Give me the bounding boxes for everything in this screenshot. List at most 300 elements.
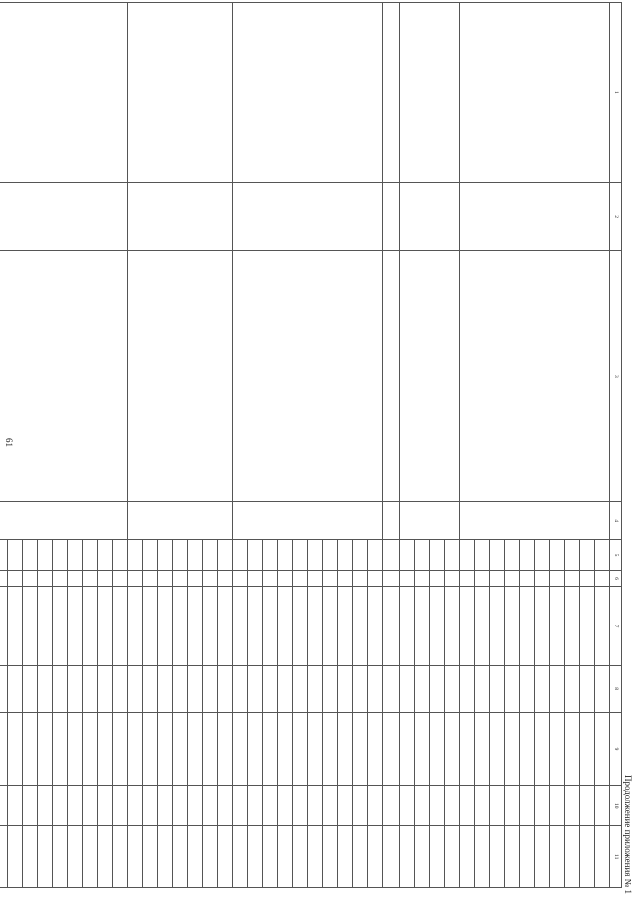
funding-regional-cell	[188, 712, 203, 785]
indicator-value-cell	[565, 570, 580, 587]
funding-federal-cell	[218, 665, 233, 712]
executor-cell	[233, 182, 383, 251]
year-cell	[580, 540, 595, 571]
funding-other-cell	[490, 826, 505, 888]
funding-regional-cell	[128, 712, 143, 785]
funding-regional-cell	[580, 712, 595, 785]
year-cell	[520, 540, 535, 571]
funding-regional-cell	[0, 712, 8, 785]
funding-local-cell	[430, 786, 445, 826]
funding-regional-cell	[400, 712, 415, 785]
indicator-value-cell	[293, 570, 308, 587]
header-cell: 5	[610, 540, 622, 571]
funding-regional-cell	[565, 712, 580, 785]
funding-federal-cell	[368, 665, 383, 712]
funding-regional-cell	[520, 712, 535, 785]
unit-cell	[460, 502, 610, 540]
funding-federal-cell	[383, 665, 400, 712]
funding-local-cell	[535, 786, 550, 826]
funding-other-cell	[293, 826, 308, 888]
funding-total-cell	[278, 587, 293, 665]
funding-regional-cell	[353, 712, 368, 785]
funding-federal-cell	[460, 665, 475, 712]
funding-federal-cell	[580, 665, 595, 712]
funding-total-cell	[0, 587, 8, 665]
funding-local-cell	[460, 786, 475, 826]
funding-total-cell	[550, 587, 565, 665]
funding-federal-cell	[535, 665, 550, 712]
indicator-value-cell	[383, 570, 400, 587]
funding-local-cell	[353, 786, 368, 826]
funding-regional-cell	[143, 712, 158, 785]
year-cell	[400, 540, 415, 571]
year-cell	[218, 540, 233, 571]
funding-federal-cell	[430, 665, 445, 712]
year-cell	[535, 540, 550, 571]
indicator-value-cell	[505, 570, 520, 587]
funding-regional-cell	[158, 712, 173, 785]
year-cell	[308, 540, 323, 571]
funding-total-cell	[143, 587, 158, 665]
funding-other-cell	[38, 826, 53, 888]
funding-other-cell	[550, 826, 565, 888]
funding-total-cell	[128, 587, 143, 665]
header-cell: 9	[610, 712, 622, 785]
funding-federal-cell	[173, 665, 188, 712]
funding-local-cell	[308, 786, 323, 826]
funding-other-cell	[98, 826, 113, 888]
indicator-value-cell	[400, 570, 415, 587]
indicator-value-cell	[128, 570, 143, 587]
year-cell	[368, 540, 383, 571]
funding-total-cell	[520, 587, 535, 665]
funding-federal-cell	[128, 665, 143, 712]
header-cell: 11	[610, 826, 622, 888]
indicator-value-cell	[595, 570, 610, 587]
funding-total-cell	[203, 587, 218, 665]
funding-other-cell	[233, 826, 248, 888]
funding-local-cell	[113, 786, 128, 826]
indicator-value-cell	[53, 570, 68, 587]
year-cell	[415, 540, 430, 571]
funding-other-cell	[460, 826, 475, 888]
funding-local-cell	[550, 786, 565, 826]
funding-federal-cell	[83, 665, 98, 712]
continuation-caption: Продолжение приложения № 1	[623, 774, 633, 894]
funding-total-cell	[445, 587, 460, 665]
funding-regional-cell	[338, 712, 353, 785]
funding-other-cell	[400, 826, 415, 888]
funding-regional-cell	[550, 712, 565, 785]
funding-regional-cell	[38, 712, 53, 785]
funding-local-cell	[128, 786, 143, 826]
funding-local-cell	[68, 786, 83, 826]
year-cell	[445, 540, 460, 571]
activity-name-cell	[0, 3, 128, 183]
funding-local-cell	[23, 786, 38, 826]
funding-total-cell	[383, 587, 400, 665]
unit-cell	[233, 502, 383, 540]
header-cell: 2	[610, 182, 622, 251]
indicator-value-cell	[475, 570, 490, 587]
funding-regional-cell	[263, 712, 278, 785]
table-row	[368, 3, 383, 888]
funding-local-cell	[595, 786, 610, 826]
unit-cell	[383, 502, 400, 540]
funding-other-cell	[430, 826, 445, 888]
funding-other-cell	[505, 826, 520, 888]
funding-other-cell	[338, 826, 353, 888]
funding-local-cell	[218, 786, 233, 826]
funding-regional-cell	[490, 712, 505, 785]
funding-federal-cell	[520, 665, 535, 712]
indicator-value-cell	[113, 570, 128, 587]
funding-total-cell	[53, 587, 68, 665]
funding-local-cell	[278, 786, 293, 826]
funding-total-cell	[368, 587, 383, 665]
year-cell	[490, 540, 505, 571]
funding-total-cell	[98, 587, 113, 665]
indicator-value-cell	[323, 570, 338, 587]
funding-federal-cell	[23, 665, 38, 712]
funding-total-cell	[475, 587, 490, 665]
funding-local-cell	[368, 786, 383, 826]
funding-federal-cell	[0, 665, 8, 712]
funding-regional-cell	[415, 712, 430, 785]
funding-local-cell	[400, 786, 415, 826]
funding-federal-cell	[308, 665, 323, 712]
funding-other-cell	[535, 826, 550, 888]
funding-local-cell	[263, 786, 278, 826]
funding-federal-cell	[293, 665, 308, 712]
funding-federal-cell	[323, 665, 338, 712]
funding-total-cell	[38, 587, 53, 665]
funding-federal-cell	[475, 665, 490, 712]
year-cell	[263, 540, 278, 571]
indicator-value-cell	[535, 570, 550, 587]
year-cell	[188, 540, 203, 571]
year-cell	[158, 540, 173, 571]
year-cell	[505, 540, 520, 571]
indicator-value-cell	[143, 570, 158, 587]
indicator-value-cell	[368, 570, 383, 587]
funding-regional-cell	[475, 712, 490, 785]
funding-total-cell	[158, 587, 173, 665]
funding-regional-cell	[113, 712, 128, 785]
year-cell	[278, 540, 293, 571]
header-cell: 10	[610, 786, 622, 826]
funding-other-cell	[8, 826, 23, 888]
funding-local-cell	[415, 786, 430, 826]
funding-federal-cell	[248, 665, 263, 712]
indicator-value-cell	[248, 570, 263, 587]
year-cell	[595, 540, 610, 571]
table-row	[595, 3, 610, 888]
funding-other-cell	[368, 826, 383, 888]
indicator-value-cell	[188, 570, 203, 587]
year-cell	[173, 540, 188, 571]
funding-local-cell	[520, 786, 535, 826]
funding-regional-cell	[278, 712, 293, 785]
funding-local-cell	[248, 786, 263, 826]
funding-regional-cell	[173, 712, 188, 785]
funding-total-cell	[505, 587, 520, 665]
year-cell	[53, 540, 68, 571]
indicator-name-cell	[460, 251, 610, 502]
indicator-value-cell	[263, 570, 278, 587]
indicator-value-cell	[550, 570, 565, 587]
activity-name-cell	[383, 3, 400, 183]
funding-other-cell	[595, 826, 610, 888]
indicator-value-cell	[0, 570, 8, 587]
table-row	[445, 3, 460, 888]
executor-cell	[128, 182, 233, 251]
indicator-value-cell	[580, 570, 595, 587]
funding-other-cell	[158, 826, 173, 888]
funding-federal-cell	[565, 665, 580, 712]
indicator-name-cell	[0, 251, 128, 502]
funding-other-cell	[308, 826, 323, 888]
funding-regional-cell	[460, 712, 475, 785]
funding-total-cell	[565, 587, 580, 665]
funding-total-cell	[308, 587, 323, 665]
funding-federal-cell	[415, 665, 430, 712]
funding-regional-cell	[383, 712, 400, 785]
funding-federal-cell	[505, 665, 520, 712]
table-row	[383, 3, 400, 888]
year-cell	[203, 540, 218, 571]
funding-federal-cell	[550, 665, 565, 712]
year-cell	[233, 540, 248, 571]
funding-regional-cell	[505, 712, 520, 785]
funding-total-cell	[23, 587, 38, 665]
executor-cell	[0, 182, 128, 251]
funding-local-cell	[383, 786, 400, 826]
indicator-value-cell	[8, 570, 23, 587]
indicator-value-cell	[490, 570, 505, 587]
funding-regional-cell	[233, 712, 248, 785]
funding-regional-cell	[203, 712, 218, 785]
funding-federal-cell	[490, 665, 505, 712]
funding-regional-cell	[68, 712, 83, 785]
funding-other-cell	[113, 826, 128, 888]
funding-total-cell	[580, 587, 595, 665]
funding-federal-cell	[233, 665, 248, 712]
funding-local-cell	[0, 786, 8, 826]
activity-name-cell	[128, 3, 233, 183]
year-cell	[475, 540, 490, 571]
year-cell	[293, 540, 308, 571]
funding-total-cell	[263, 587, 278, 665]
funding-regional-cell	[430, 712, 445, 785]
funding-local-cell	[158, 786, 173, 826]
executor-cell	[400, 182, 460, 251]
funding-other-cell	[520, 826, 535, 888]
year-cell	[128, 540, 143, 571]
funding-federal-cell	[400, 665, 415, 712]
funding-total-cell	[430, 587, 445, 665]
funding-federal-cell	[595, 665, 610, 712]
funding-federal-cell	[158, 665, 173, 712]
funding-regional-cell	[323, 712, 338, 785]
year-cell	[323, 540, 338, 571]
funding-federal-cell	[445, 665, 460, 712]
funding-other-cell	[23, 826, 38, 888]
executor-cell	[460, 182, 610, 251]
funding-total-cell	[8, 587, 23, 665]
year-cell	[0, 540, 8, 571]
funding-other-cell	[263, 826, 278, 888]
funding-regional-cell	[595, 712, 610, 785]
funding-local-cell	[203, 786, 218, 826]
funding-total-cell	[460, 587, 475, 665]
funding-other-cell	[203, 826, 218, 888]
funding-other-cell	[323, 826, 338, 888]
funding-local-cell	[445, 786, 460, 826]
funding-federal-cell	[53, 665, 68, 712]
activity-name-cell	[400, 3, 460, 183]
funding-regional-cell	[248, 712, 263, 785]
funding-total-cell	[248, 587, 263, 665]
indicator-value-cell	[460, 570, 475, 587]
funding-federal-cell	[113, 665, 128, 712]
year-cell	[83, 540, 98, 571]
table-row	[218, 3, 233, 888]
funding-total-cell	[595, 587, 610, 665]
funding-other-cell	[188, 826, 203, 888]
funding-federal-cell	[203, 665, 218, 712]
funding-other-cell	[565, 826, 580, 888]
funding-local-cell	[293, 786, 308, 826]
funding-other-cell	[445, 826, 460, 888]
funding-total-cell	[353, 587, 368, 665]
funding-local-cell	[53, 786, 68, 826]
indicator-value-cell	[520, 570, 535, 587]
indicator-value-cell	[68, 570, 83, 587]
indicator-value-cell	[23, 570, 38, 587]
funding-local-cell	[38, 786, 53, 826]
year-cell	[23, 540, 38, 571]
activity-name-cell	[460, 3, 610, 183]
funding-total-cell	[490, 587, 505, 665]
unit-cell	[400, 502, 460, 540]
year-cell	[353, 540, 368, 571]
year-cell	[68, 540, 83, 571]
table-body	[0, 3, 610, 888]
year-cell	[550, 540, 565, 571]
funding-total-cell	[323, 587, 338, 665]
funding-federal-cell	[338, 665, 353, 712]
funding-federal-cell	[98, 665, 113, 712]
funding-federal-cell	[8, 665, 23, 712]
year-cell	[38, 540, 53, 571]
indicator-value-cell	[278, 570, 293, 587]
funding-other-cell	[580, 826, 595, 888]
funding-total-cell	[113, 587, 128, 665]
funding-regional-cell	[23, 712, 38, 785]
indicator-value-cell	[38, 570, 53, 587]
funding-regional-cell	[98, 712, 113, 785]
year-cell	[143, 540, 158, 571]
funding-total-cell	[415, 587, 430, 665]
indicator-value-cell	[430, 570, 445, 587]
header-row	[610, 3, 622, 888]
funding-other-cell	[68, 826, 83, 888]
funding-regional-cell	[53, 712, 68, 785]
funding-local-cell	[83, 786, 98, 826]
indicator-value-cell	[83, 570, 98, 587]
indicator-name-cell	[400, 251, 460, 502]
funding-local-cell	[338, 786, 353, 826]
funding-other-cell	[218, 826, 233, 888]
funding-local-cell	[505, 786, 520, 826]
funding-federal-cell	[143, 665, 158, 712]
funding-other-cell	[143, 826, 158, 888]
indicator-value-cell	[415, 570, 430, 587]
header-cell: 1	[610, 3, 622, 183]
indicator-value-cell	[203, 570, 218, 587]
funding-other-cell	[248, 826, 263, 888]
funding-federal-cell	[353, 665, 368, 712]
funding-total-cell	[68, 587, 83, 665]
funding-local-cell	[580, 786, 595, 826]
header-cell: 7	[610, 587, 622, 665]
funding-local-cell	[323, 786, 338, 826]
activity-name-cell	[233, 3, 383, 183]
indicator-name-cell	[233, 251, 383, 502]
indicator-name-cell	[383, 251, 400, 502]
funding-local-cell	[173, 786, 188, 826]
indicator-name-cell	[128, 251, 233, 502]
year-cell	[248, 540, 263, 571]
funding-federal-cell	[263, 665, 278, 712]
funding-other-cell	[353, 826, 368, 888]
rotated-page	[9, 2, 634, 902]
funding-local-cell	[565, 786, 580, 826]
funding-other-cell	[415, 826, 430, 888]
indicator-value-cell	[218, 570, 233, 587]
funding-regional-cell	[368, 712, 383, 785]
header-cell: 8	[610, 665, 622, 712]
funding-regional-cell	[535, 712, 550, 785]
indicator-value-cell	[173, 570, 188, 587]
year-cell	[8, 540, 23, 571]
funding-local-cell	[490, 786, 505, 826]
funding-other-cell	[383, 826, 400, 888]
unit-cell	[0, 502, 128, 540]
funding-regional-cell	[83, 712, 98, 785]
funding-local-cell	[98, 786, 113, 826]
funding-regional-cell	[293, 712, 308, 785]
funding-other-cell	[173, 826, 188, 888]
funding-other-cell	[128, 826, 143, 888]
year-cell	[338, 540, 353, 571]
funding-federal-cell	[278, 665, 293, 712]
indicator-value-cell	[158, 570, 173, 587]
funding-local-cell	[188, 786, 203, 826]
indicator-value-cell	[353, 570, 368, 587]
funding-total-cell	[293, 587, 308, 665]
funding-federal-cell	[188, 665, 203, 712]
funding-local-cell	[475, 786, 490, 826]
funding-other-cell	[83, 826, 98, 888]
funding-regional-cell	[218, 712, 233, 785]
funding-total-cell	[535, 587, 550, 665]
indicator-value-cell	[338, 570, 353, 587]
funding-total-cell	[83, 587, 98, 665]
indicator-value-cell	[233, 570, 248, 587]
funding-other-cell	[53, 826, 68, 888]
